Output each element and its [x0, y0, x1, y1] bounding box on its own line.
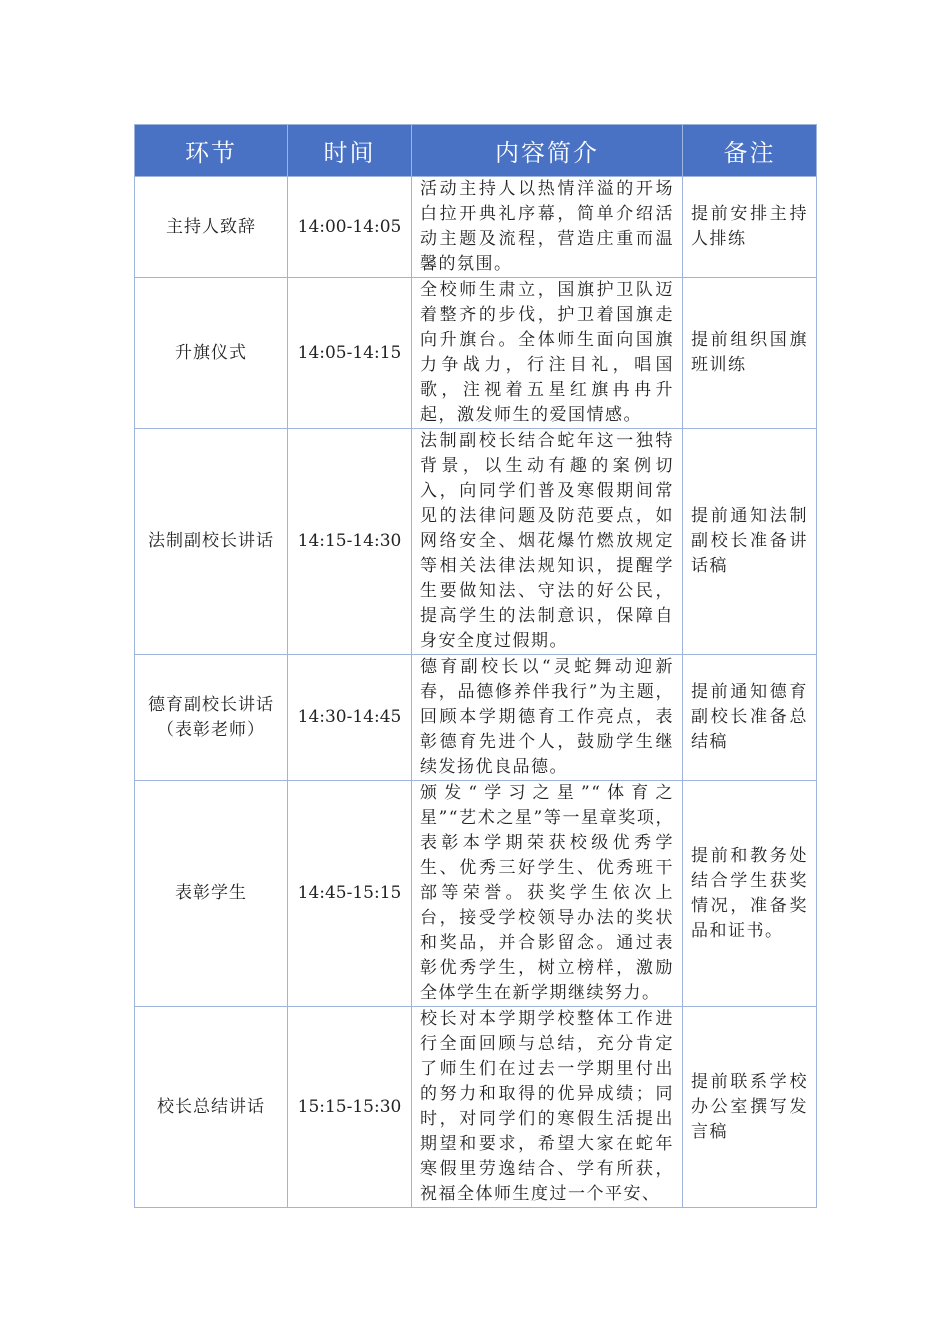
time-cell: 14:30-14:45: [288, 655, 412, 781]
header-time: 时间: [288, 125, 412, 177]
time-cell: 14:00-14:05: [288, 177, 412, 278]
note-cell: 提前通知德育副校长准备总结稿: [683, 655, 817, 781]
table-row: [135, 781, 817, 1007]
note-cell: 提前通知法制副校长准备讲话稿: [683, 429, 817, 655]
note-cell: 提前组织国旗班训练: [683, 278, 817, 429]
schedule-table: [134, 124, 817, 1208]
note-cell: 提前和教务处结合学生获奖情况，准备奖品和证书。: [683, 781, 817, 1007]
table-row: [135, 278, 817, 429]
content-cell: 活动主持人以热情洋溢的开场白拉开典礼序幕，简单介绍活动主题及流程，营造庄重而温馨的氛围。: [412, 177, 683, 278]
table-row: [135, 429, 817, 655]
header-row: [135, 125, 817, 177]
header-note: 备注: [683, 125, 817, 177]
header-content: 内容简介: [412, 125, 683, 177]
time-cell: 14:45-15:15: [288, 781, 412, 1007]
section-cell: 升旗仪式: [135, 278, 288, 429]
time-cell: 15:15-15:30: [288, 1007, 412, 1208]
time-cell: 14:05-14:15: [288, 278, 412, 429]
time-cell: 14:15-14:30: [288, 429, 412, 655]
content-cell: 颁发“学习之星”“体育之星”“艺术之星”等一星章奖项，表彰本学期荣获校级优秀学生、优秀三好学生、优秀班干部等荣誉。获奖学生依次上台，接受学校领导办法的奖状和奖品，并合影留念。通过表彰优秀学生，树立榜样，激励全体学生在新学期继续努力。: [412, 781, 683, 1007]
section-cell: 法制副校长讲话: [135, 429, 288, 655]
content-cell: 法制副校长结合蛇年这一独特背景，以生动有趣的案例切入，向同学们普及寒假期间常见的法律问题及防范要点，如网络安全、烟花爆竹燃放规定等相关法律法规知识，提醒学生要做知法、守法的好公民，提高学生的法制意识，保障自身安全度过假期。: [412, 429, 683, 655]
note-cell: 提前联系学校办公室撰写发言稿: [683, 1007, 817, 1208]
table-row: [135, 177, 817, 278]
section-cell: 主持人致辞: [135, 177, 288, 278]
content-cell: 德育副校长以“灵蛇舞动迎新春，品德修养伴我行”为主题，回顾本学期德育工作亮点，表彰德育先进个人，鼓励学生继续发扬优良品德。: [412, 655, 683, 781]
table-row: [135, 655, 817, 781]
content-cell: 校长对本学期学校整体工作进行全面回顾与总结，充分肯定了师生们在过去一学期里付出的努力和取得的优异成绩；同时，对同学们的寒假生活提出期望和要求，希望大家在蛇年寒假里劳逸结合、学有所获，祝福全体师生度过一个平安、: [412, 1007, 683, 1208]
section-cell: 德育副校长讲话（表彰老师）: [135, 655, 288, 781]
section-cell: 校长总结讲话: [135, 1007, 288, 1208]
table-row: [135, 1007, 817, 1208]
content-cell: 全校师生肃立，国旗护卫队迈着整齐的步伐，护卫着国旗走向升旗台。全体师生面向国旗力争战力，行注目礼，唱国歌，注视着五星红旗冉冉升起，激发师生的爱国情感。: [412, 278, 683, 429]
section-cell: 表彰学生: [135, 781, 288, 1007]
header-section: 环节: [135, 125, 288, 177]
note-cell: 提前安排主持人排练: [683, 177, 817, 278]
